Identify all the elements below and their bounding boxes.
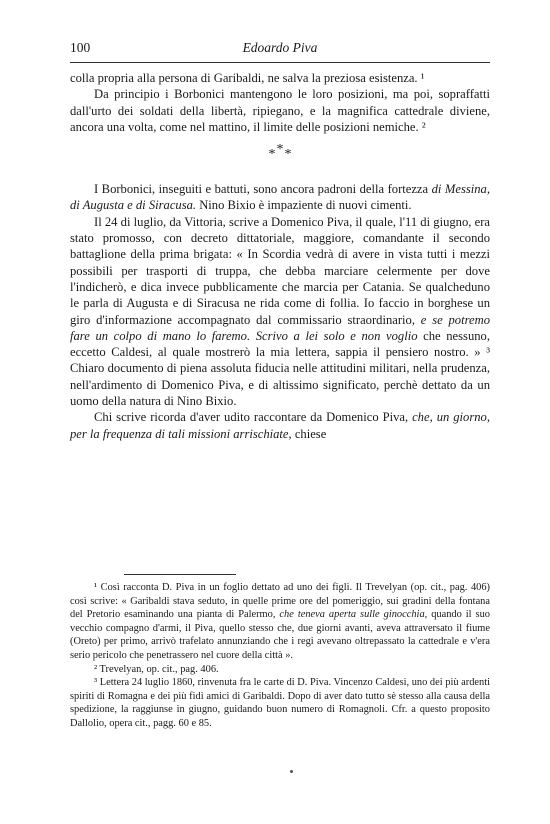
page-number: 100 [70,40,91,55]
paragraph-1: colla propria alla persona di Garibaldi, ne salva la preziosa esistenza. ¹ [70,71,425,85]
paragraph-3: I Borbonici, inseguiti e battuti, sono ancora padroni della fortezza di Messina, di Augusta e di Siracusa. Nino Bixio è impaziente di nuovi cimenti. [70,182,490,213]
paragraph-5: Chi scrive ricorda d'aver udito raccontare da Domenico Piva, che, un giorno, per la frequenza di tali missioni arrischiate, chiese [70,410,490,441]
separator-asterisk-left: * [268,147,276,163]
footnote-rule [124,574,236,575]
paragraph-2: Da principio i Borbonici mantengono le loro posizioni, ma poi, sopraffatti dall'urto dei soldati della libertà, ripiegano, e la magnifica cattedrale diviene, ancora una volta, come nel mattino, il limite delle posizioni nemiche. ² [70,87,490,134]
footnote-1: ¹ Così racconta D. Piva in un foglio dettato ad uno dei figli. Il Trevelyan (op. cit., pag. 406) così scrive: « Garibaldi stava seduto, in quelle prime ore del pomeriggio, sui gradini della fontana del Pretorio esaminando una pianta di Palermo, che teneva aperta sulle ginocchia, quando il suo vecchio compagno d'armi, il Piva, quello stesso che, due giorni avanti, aveva attraversato il fiume (Oreto) per primo, arrivò trafelato annunziando che i regi avevano oltrepassato la cattedrale e v'era serio pericolo che penetrassero nel cuore della città ». [70,582,490,661]
section-separator [70,142,490,163]
header-rule [70,62,490,63]
paragraph-4: Il 24 di luglio, da Vittoria, scrive a Domenico Piva, il quale, l'11 di giugno, era stato promosso, con decreto dittatoriale, maggiore, comandante il secondo battaglione della prima brigata: « In Scordia vedrà di avere in vista tutti i mezzi possibili per trasporti di truppa, che debba marciare celermente per dove l'indicherò, e dica invece pubblicamente che marcia per Catania. Se qualcheduno le parla di Augusta e di Siracusa ne rida come di follia. Io faccio in borghese un giro d'informazione accompagnato dal commissario straordinario, e se potremo fare un colpo di mano lo faremo. Scrivo a lei solo e non voglio che nessuno, eccetto Caldesi, al quale mostrerò la mia lettera, sappia il pensiero nostro. » ³ Chiaro documento di piena assoluta fiducia nelle attitudini militari, nella prudenza, nell'ardimento di Domenico Piva, e di altissimo significato, perchè dettato da un uomo della natura di Nino Bixio. [70,214,490,409]
footnote-3: ³ Lettera 24 luglio 1860, rinvenuta fra le carte di D. Piva. Vincenzo Caldesi, uno dei più ardenti spiriti di Romagna e dei più fidi amici di Garibaldi. Dopo di aver dato tutto sè stesso alla causa della spedizione, la raggiunse in giugno, guidando buon numero di Romagnoli. Cfr. a questo proposito Dallolio, opera cit., pagg. 60 e 85. [70,677,490,729]
main-text [70,70,490,442]
page-header [70,40,490,58]
footnotes [70,581,490,731]
separator-asterisk-right: * [284,147,292,163]
footnote-2: ² Trevelyan, op. cit., pag. 406. [94,663,219,675]
running-title: Edoardo Piva [242,40,318,55]
separator-asterisk-top: * [276,142,284,158]
page-speck [290,770,293,773]
